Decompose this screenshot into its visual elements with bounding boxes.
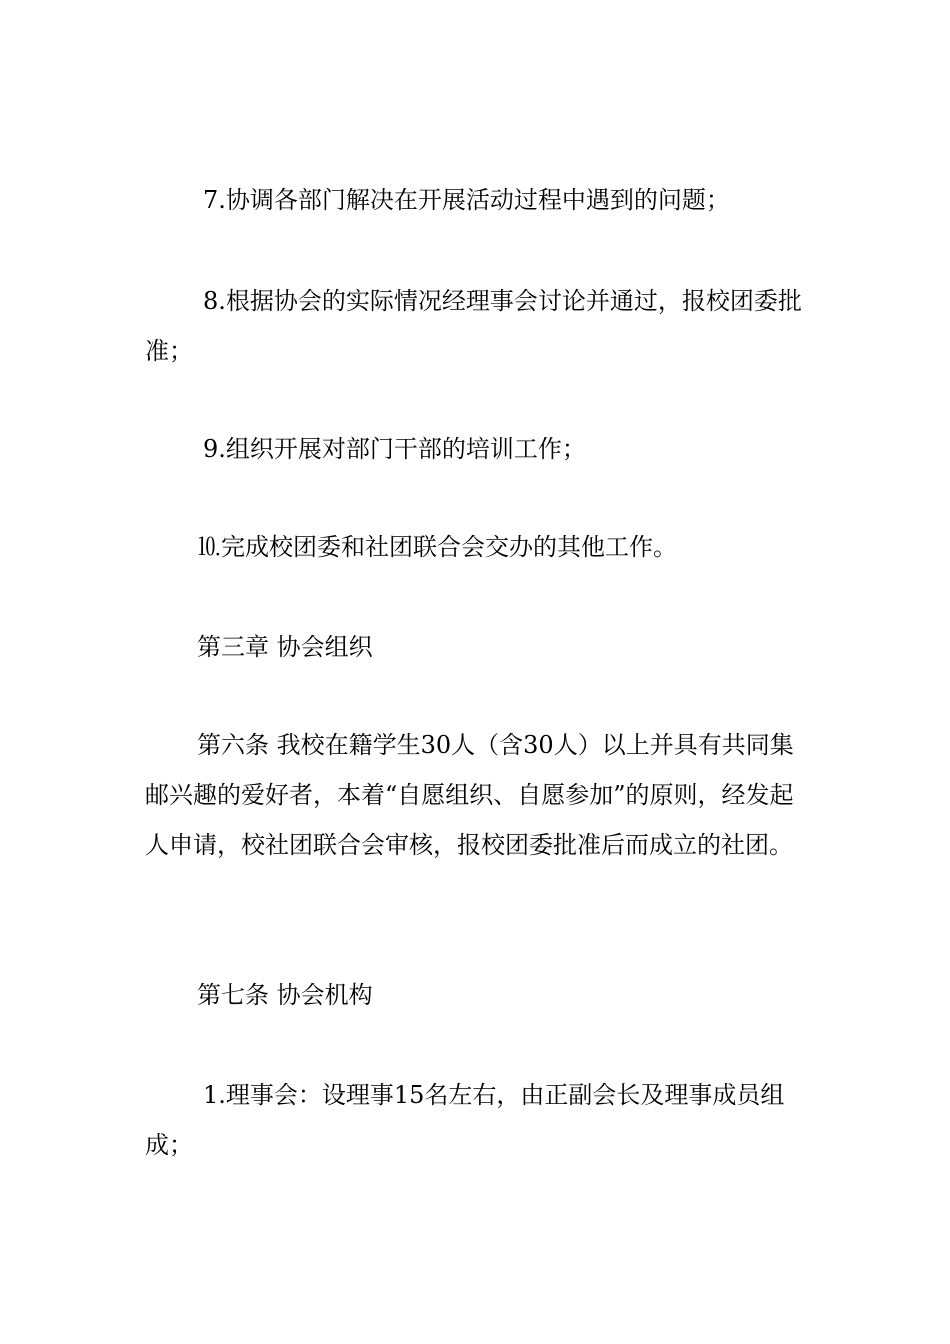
- chapter-heading: 第三章 协会组织: [197, 633, 373, 661]
- paragraph-item-9: 9.组织开展对部门干部的培训工作；: [203, 435, 586, 463]
- organization-item-1: 1.理事会：设理事15名左右，由正副会长及理事成员组成；: [145, 1081, 785, 1159]
- paragraph-item-7: 7.协调各部门解决在开展活动过程中遇到的问题；: [203, 186, 730, 214]
- paragraph-item-10: ⒑完成校团委和社团联合会交办的其他工作。: [197, 533, 677, 561]
- article-six: 第六条 我校在籍学生30人（含30人）以上并具有共同集邮兴趣的爱好者，本着“自愿组织、自愿参加”的原则，经发起人申请，校社团联合会审核，报校团委批准后而成立的社团。: [145, 731, 794, 859]
- paragraph-item-8: 8.根据协会的实际情况经理事会讨论并通过，报校团委批准；: [145, 287, 802, 365]
- article-seven-heading: 第七条 协会机构: [197, 981, 373, 1009]
